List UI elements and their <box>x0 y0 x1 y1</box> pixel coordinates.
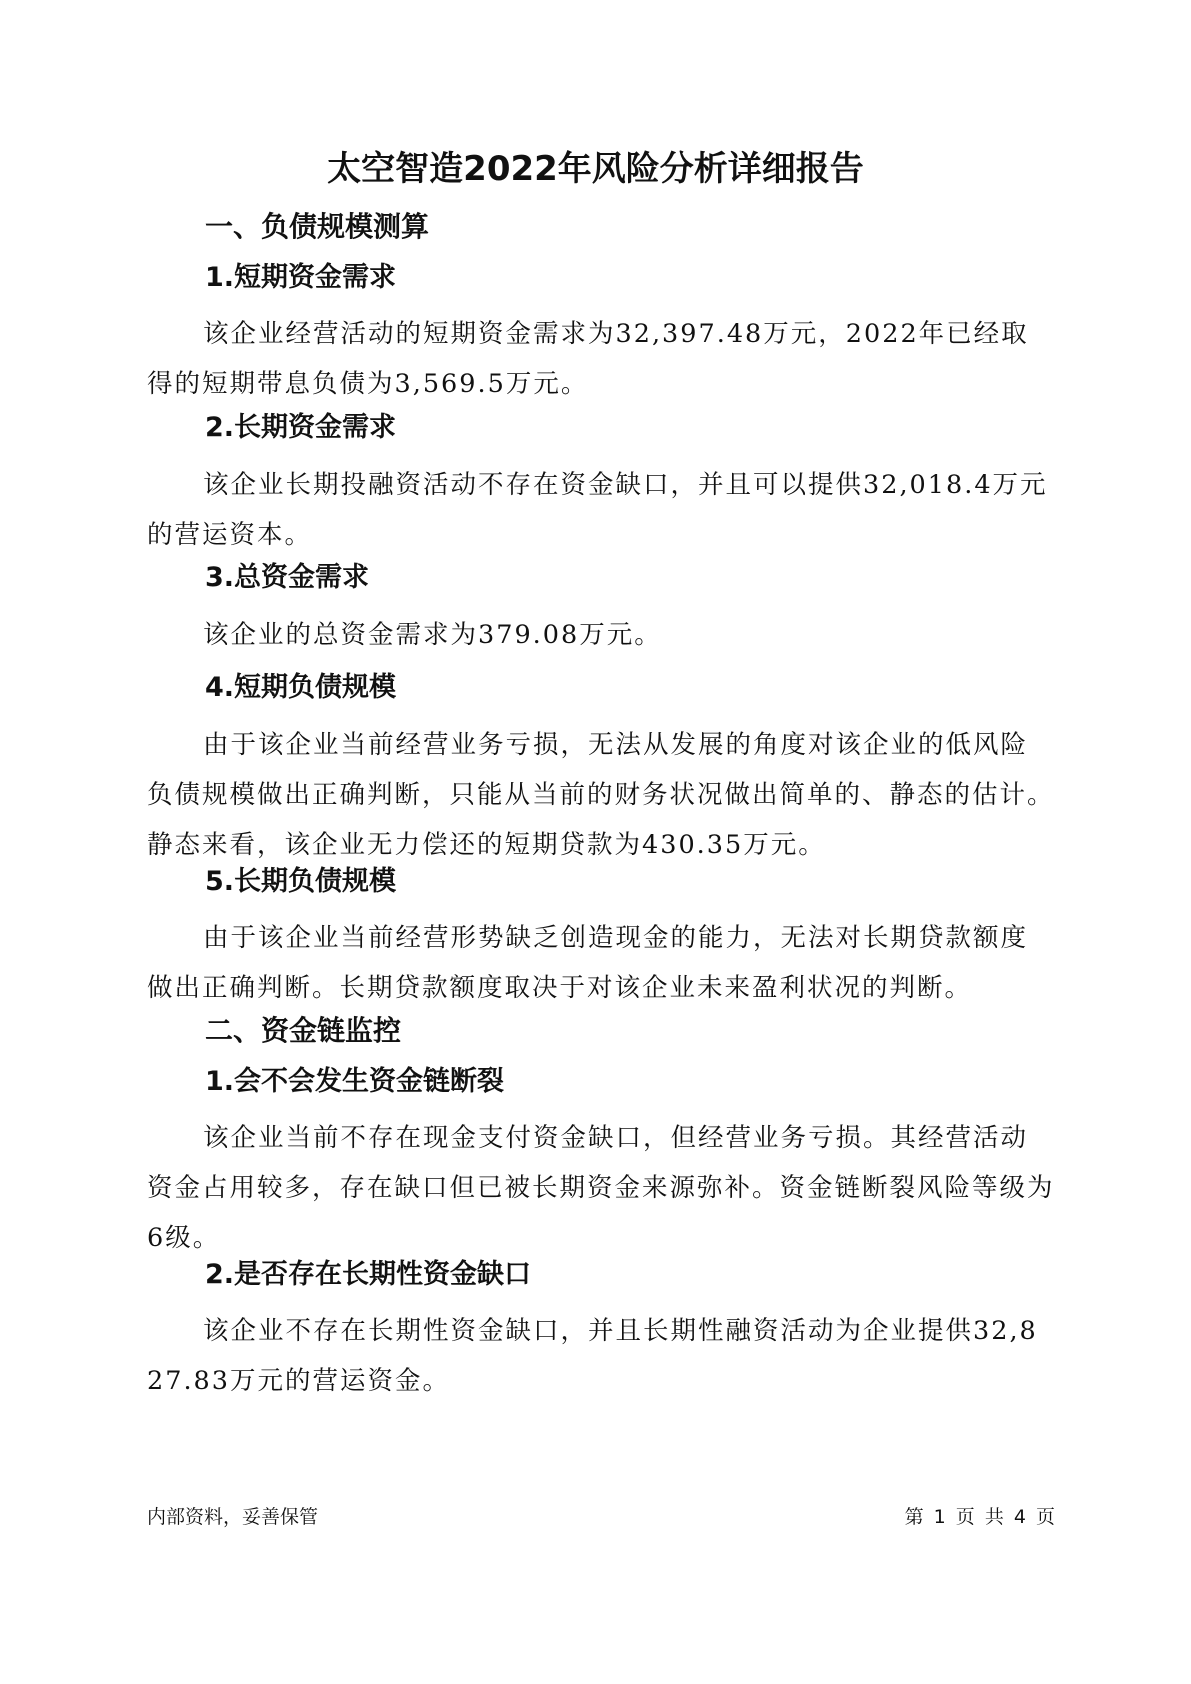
subsection-heading-long-term-debt: 5.长期负债规模 <box>205 866 397 897</box>
subsection-heading-chain-break: 1.会不会发生资金链断裂 <box>205 1066 505 1097</box>
paragraph-long-term-gap: 该企业不存在长期性资金缺口，并且长期性融资活动为企业提供32,827.83万元的营运资金。 <box>147 1316 1038 1396</box>
page-title: 太空智造2022年风险分析详细报告 <box>327 149 864 189</box>
subsection-heading-total-funding: 3.总资金需求 <box>205 562 370 593</box>
subsection-heading-long-term-gap: 2.是否存在长期性资金缺口 <box>205 1259 532 1290</box>
subsection-heading-short-term-funding: 1.短期资金需求 <box>205 262 397 293</box>
paragraph-long-term-debt: 由于该企业当前经营形势缺乏创造现金的能力，无法对长期贷款额度做出正确判断。长期贷款额度取决于对该企业未来盈利状况的判断。 <box>147 923 1029 1003</box>
paragraph-long-term-funding: 该企业长期投融资活动不存在资金缺口，并且可以提供32,018.4万元的营运资本。 <box>147 470 1048 550</box>
footer-page-number: 第 1 页 共 4 页 <box>904 1506 1055 1528</box>
paragraph-short-term-debt: 由于该企业当前经营业务亏损，无法从发展的角度对该企业的低风险负债规模做出正确判断，只能从当前的财务状况做出简单的、静态的估计。静态来看，该企业无力偿还的短期贷款为430.35万元。 <box>147 730 1055 860</box>
subsection-heading-short-term-debt: 4.短期负债规模 <box>205 672 397 703</box>
paragraph-chain-break: 该企业当前不存在现金支付资金缺口，但经营业务亏损。其经营活动资金占用较多，存在缺口但已被长期资金来源弥补。资金链断裂风险等级为6级。 <box>147 1123 1055 1253</box>
paragraph-total-funding: 该企业的总资金需求为379.08万元。 <box>203 620 662 650</box>
footer-confidential-note: 内部资料，妥善保管 <box>147 1506 319 1528</box>
section-heading-capital-chain: 二、资金链监控 <box>205 1014 402 1047</box>
paragraph-short-term-funding: 该企业经营活动的短期资金需求为32,397.48万元，2022年已经取得的短期带息负债为3,569.5万元。 <box>147 319 1029 399</box>
subsection-heading-long-term-funding: 2.长期资金需求 <box>205 412 397 443</box>
section-heading-debt-scale: 一、负债规模测算 <box>205 210 430 243</box>
